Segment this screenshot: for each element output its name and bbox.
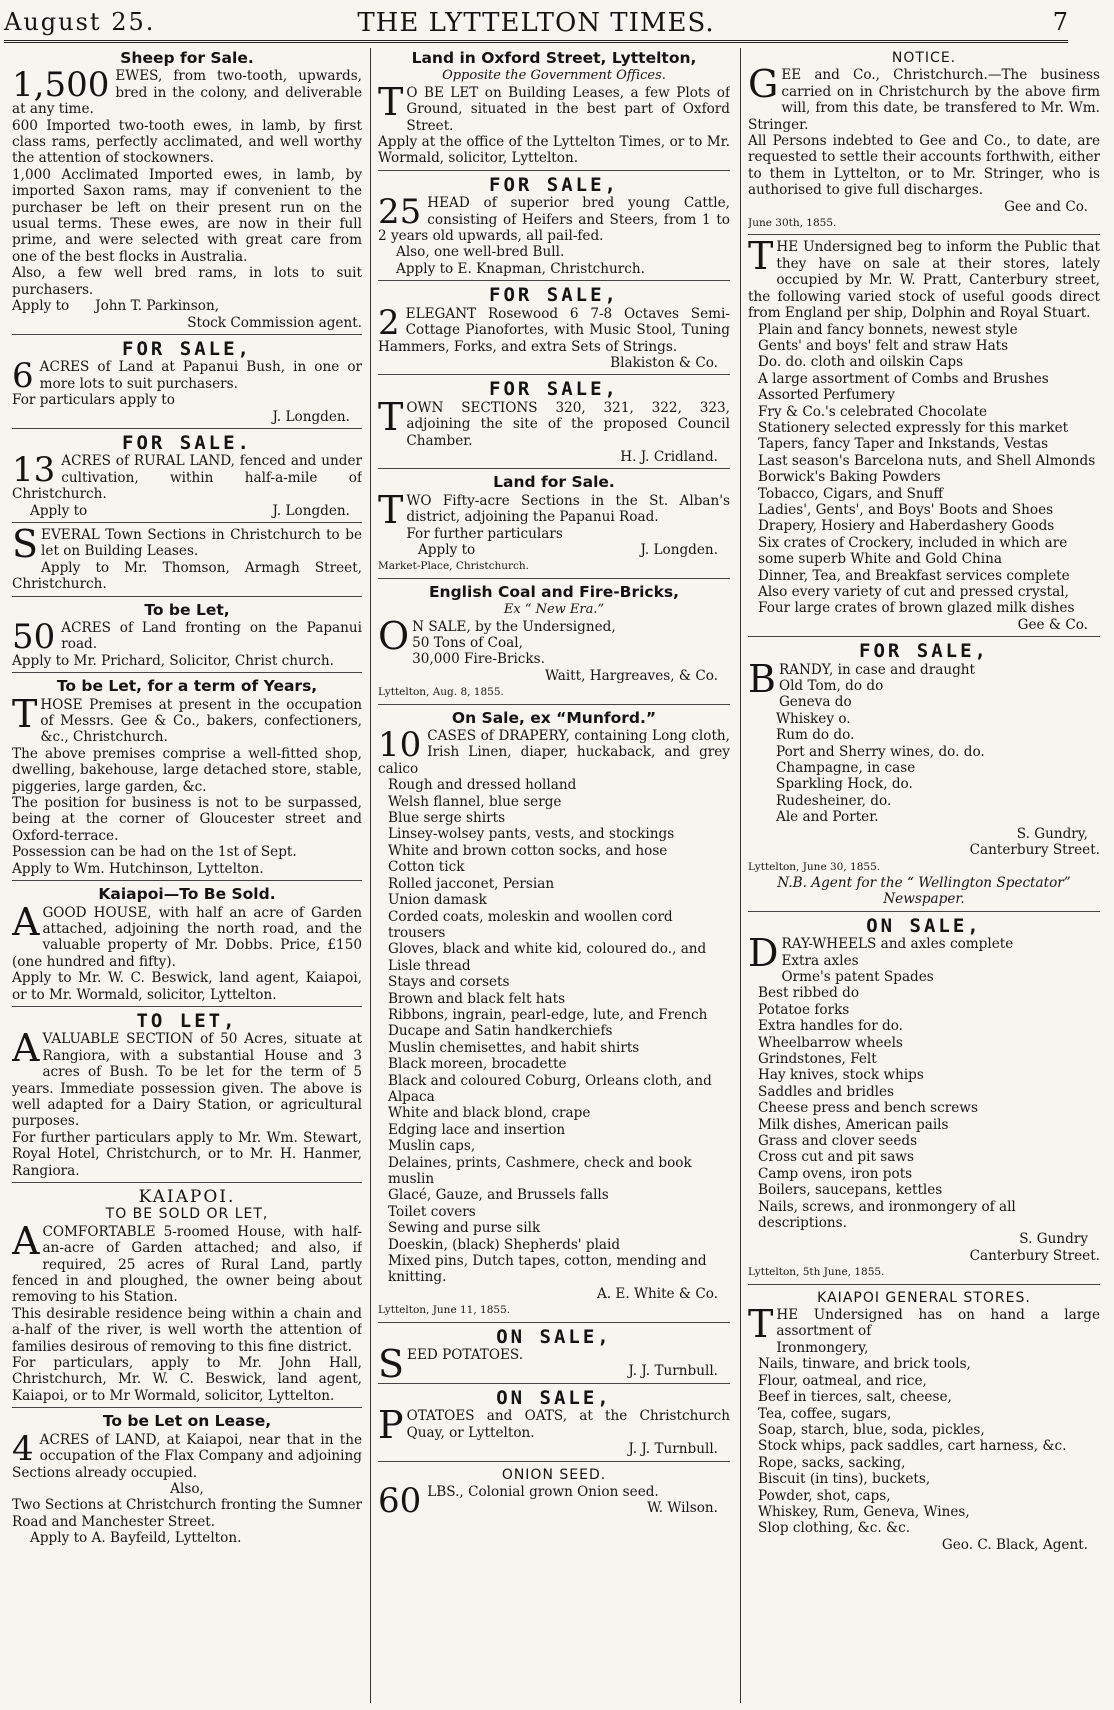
- list-item: Camp ovens, iron pots: [758, 1165, 913, 1182]
- ad-gee-goods: [748, 234, 1100, 637]
- ad-number: 6: [12, 356, 34, 397]
- list-item: Orme's patent Spades: [781, 968, 934, 985]
- list-item: Nails, tinware, and brick tools,: [758, 1356, 971, 1373]
- signature: Gee and Co.: [1004, 198, 1088, 215]
- signature: Geo. C. Black, Agent.: [941, 1536, 1088, 1553]
- ad-text: Two Sections at Christchurch fronting the Sumner Road and Manchester Street.: [12, 1497, 362, 1530]
- ad-text: Apply to Mr. W. C. Beswick, land agent, Kaiapoi, or to Mr. Wormald, solicitor, Lyttelton.: [12, 970, 362, 1003]
- signature: J. J. Turnbull.: [628, 1441, 718, 1458]
- apply-label: Apply to: [12, 298, 70, 315]
- ad-premises: [12, 676, 362, 881]
- ad-heading: Kaiapoi—To Be Sold.: [98, 885, 276, 904]
- ad-acres-13: [12, 432, 362, 523]
- goods-list: [378, 777, 730, 1286]
- ad-text: EWES, from two-tooth, upwards, bred in the colony, and deliverable at any time.: [12, 68, 362, 118]
- list-item: Muslin chemisettes, and habit shirts: [388, 1039, 640, 1056]
- goods-list: [748, 1340, 1100, 1537]
- ad-text: Also, one well-bred Bull.: [396, 244, 565, 261]
- ad-dray-wheels: [748, 915, 1100, 1285]
- ad-text: Also, a few well bred rams, in lots to suit purchasers.: [12, 265, 362, 298]
- list-item: Port and Sherry wines, do. do.: [776, 743, 985, 760]
- drop-cap: T: [378, 79, 404, 124]
- signature: W. Wilson.: [647, 1500, 718, 1517]
- ad-text: N SALE, by the Undersigned,: [412, 618, 616, 635]
- list-item: Gloves, black and white kid, coloured do., and Lisle thread: [388, 941, 707, 974]
- ad-text: 1,000 Acclimated Imported ewes, in lamb, by imported Saxon rams, may if convenient to the purchaser be left on their present run on the usual terms. These ewes, are now in their full prime, and were selected with great care from one of the best flocks in Australia.: [12, 166, 362, 265]
- drop-cap: D: [748, 931, 779, 976]
- drop-cap: O: [378, 613, 410, 658]
- ad-cattle: [378, 174, 730, 281]
- ad-heading: FOR SALE,: [489, 378, 619, 401]
- ad-number: 60: [378, 1480, 422, 1521]
- drop-cap: T: [12, 691, 38, 736]
- ad-heading: ON SALE,: [866, 914, 982, 937]
- ad-heading: Sheep for Sale.: [120, 49, 254, 67]
- ad-text: Also,: [170, 1480, 204, 1497]
- signature: J. Longden.: [272, 408, 350, 425]
- list-item: Doeskin, (black) Shepherds' plaid: [388, 1236, 621, 1253]
- list-item: White and brown cotton socks, and hose: [388, 842, 668, 859]
- signature: A. E. White & Co.: [596, 1285, 718, 1302]
- ad-heading: ONION SEED.: [501, 1466, 607, 1483]
- list-item: Blue serge shirts: [388, 810, 506, 827]
- list-item: Hay knives, stock whips: [758, 1067, 924, 1084]
- list-item: Drapery, Hosiery and Haberdashery Goods: [758, 518, 1055, 535]
- list-item: Black moreen, brocadette: [388, 1056, 567, 1073]
- drop-cap: P: [378, 1403, 404, 1448]
- drop-cap: T: [378, 487, 404, 532]
- ad-several-sections: [12, 521, 362, 597]
- list-item: Saddles and bridles: [758, 1083, 895, 1100]
- ad-oxford-street: [378, 48, 730, 171]
- list-item: Rough and dressed holland: [388, 777, 577, 794]
- list-item: Whiskey o.: [776, 710, 851, 727]
- list-item: Potatoe forks: [758, 1001, 850, 1018]
- ad-onion-seed: [378, 1465, 730, 1520]
- list-item: Cheese press and bench screws: [758, 1100, 978, 1117]
- list-item: Black and coloured Coburg, Orleans cloth, and Alpaca: [388, 1072, 712, 1105]
- list-item: Biscuit (in tins), buckets,: [758, 1471, 931, 1488]
- ad-text: This desirable residence being within a chain and a-half of the river, is well worth the attention of families desirous of removing to this fine district.: [12, 1305, 362, 1355]
- list-item: Borwick's Baking Powders: [758, 469, 941, 486]
- ad-text: The above premises comprise a well-fitted shop, dwelling, bakehouse, large detached store, stable, piggeries, large garden, &c.: [12, 745, 362, 795]
- newspaper-title: THE LYTTELTON TIMES.: [357, 8, 715, 38]
- ad-text: HEAD of superior bred young Cattle, consisting of Heifers and Steers, from 1 to 2 years old upwards, all pail-fed.: [378, 195, 730, 245]
- masthead: [4, 4, 1068, 38]
- date-line: Lyttelton, June 11, 1855.: [378, 1304, 511, 1317]
- ad-heading: ON SALE,: [496, 1386, 612, 1409]
- column-divider: [740, 48, 741, 1703]
- list-item: Plain and fancy bonnets, newest style: [758, 321, 1018, 338]
- list-item: 30,000 Fire-Bricks.: [412, 651, 545, 668]
- list-item: Sparkling Hock, do.: [776, 776, 913, 793]
- list-item: White and black blond, crape: [388, 1105, 591, 1122]
- ad-text: EED POTATOES.: [407, 1347, 524, 1364]
- ad-kaiapoi-stores: [748, 1288, 1100, 1557]
- list-item: Ironmongery,: [776, 1339, 869, 1356]
- list-item: Rolled jacconet, Persian: [388, 875, 555, 892]
- list-item: Sewing and purse silk: [388, 1220, 541, 1237]
- ad-acres-6: [12, 338, 362, 429]
- ad-to-be-let-50: [12, 600, 362, 674]
- list-item: Milk dishes, American pails: [758, 1116, 949, 1133]
- signature: S. Gundry,: [1016, 825, 1088, 842]
- ad-heading: Land for Sale.: [493, 473, 615, 492]
- column-1: [12, 48, 362, 1706]
- ad-heading: To be Let,: [144, 600, 230, 619]
- ad-text: 600 Imported two-tooth ewes, in lamb, by first class rams, perfectly acclimated, and well worthy the attention of stockowners.: [12, 117, 362, 167]
- list-item: Old Tom, do do: [778, 678, 884, 695]
- signature: Waitt, Hargreaves, & Co.: [544, 667, 718, 684]
- list-item: Four large crates of brown glazed milk dishes: [758, 600, 1075, 617]
- drop-cap: S: [12, 521, 39, 566]
- ad-text: For particulars, apply to Mr. John Hall, Christchurch, Mr. W. C. Beswick, land agent, Kaiapoi, or to Mr Wormald, solicitor, Lyttelton.: [12, 1355, 362, 1404]
- ad-text: ACRES of RURAL LAND, fenced and under cultivation, within half-a-mile of Christchurch.: [12, 453, 362, 503]
- list-item: Six crates of Crockery, included in which are some superb White and Gold China: [758, 534, 1068, 568]
- ad-number: 50: [12, 617, 56, 657]
- list-item: Brown and black felt hats: [388, 990, 566, 1007]
- date-line: June 30th, 1855.: [748, 217, 837, 230]
- ad-text: ACRES of LAND, at Kaiapoi, near that in the occupation of the Flax Company and adjoining Sections already occupied.: [12, 1431, 362, 1481]
- list-item: Mixed pins, Dutch tapes, cotton, mending and knitting.: [388, 1253, 707, 1286]
- ad-coal: [378, 582, 730, 705]
- ad-heading: To be Let, for a term of Years,: [56, 677, 318, 696]
- ad-text: Apply to Wm. Hutchinson, Lyttelton.: [12, 860, 264, 877]
- ad-text: WO Fifty-acre Sections in the St. Alban's district, adjoining the Papanui Road.: [406, 492, 730, 526]
- masthead-rule: [4, 40, 1068, 43]
- ad-munford-drapery: [378, 708, 730, 1323]
- drop-cap: G: [748, 62, 779, 107]
- list-item: Gents' and boys' felt and straw Hats: [758, 337, 1009, 354]
- ad-heading: KAIAPOI GENERAL STORES.: [817, 1289, 1031, 1306]
- ad-sheep: [12, 48, 362, 335]
- signature: Blakiston & Co.: [610, 354, 718, 371]
- ad-text: RANDY, in case and draught: [778, 661, 975, 678]
- list-item: Powder, shot, caps,: [758, 1487, 891, 1504]
- signature: J. J. Turnbull.: [628, 1363, 718, 1380]
- list-item: Dinner, Tea, and Breakfast services complete: [758, 567, 1070, 584]
- ad-heading: To be Let on Lease,: [102, 1412, 272, 1431]
- list-item: Geneva do: [778, 694, 852, 711]
- list-item: Cross cut and pit saws: [758, 1149, 914, 1166]
- ad-text: HE Undersigned has on hand a large assortment of: [776, 1307, 1100, 1340]
- ad-heading: ON SALE,: [496, 1325, 612, 1348]
- list-item: Stationery selected expressly for this market: [758, 419, 1069, 436]
- ad-heading: On Sale, ex “Munford.”: [451, 708, 657, 727]
- ad-land-for-sale: [378, 472, 730, 578]
- list-item: Corded coats, moleskin and woollen cord trousers: [388, 908, 673, 941]
- ad-town-sections: [378, 378, 730, 469]
- list-item: Stock whips, pack saddles, cart harness, &c.: [758, 1438, 1067, 1455]
- list-item: Whiskey, Rum, Geneva, Wines,: [758, 1503, 970, 1520]
- ad-text: O BE LET on Building Leases, a few Plots of Ground, situated in the best part of Oxford Street.: [406, 84, 730, 134]
- list-item: Beef in tierces, salt, cheese,: [758, 1389, 952, 1406]
- ad-text: OWN SECTIONS 320, 321, 322, 323, adjoining the site of the proposed Council Chamber.: [406, 399, 730, 449]
- ad-potatoes-oats: [378, 1387, 730, 1462]
- address: Market-Place, Christchurch.: [378, 560, 530, 573]
- ad-text: The position for business is not to be surpassed, being at the corner of Gloucester street and Oxford-terrace.: [12, 795, 362, 844]
- ad-heading: NOTICE.: [891, 50, 957, 66]
- ad-number: 4: [12, 1428, 34, 1469]
- column-2: [378, 48, 730, 1706]
- signature-role: Stock Commission agent.: [187, 314, 362, 331]
- ad-text: COMFORTABLE 5-roomed House, with half-an-acre of Garden attached; and also, if required, 25 acres of Rural Land, partly fenced in and ploughed, the owner being about removing to his Station.: [12, 1223, 362, 1306]
- ad-heading: TO LET,: [136, 1009, 238, 1032]
- ad-text: Apply to A. Bayfeild, Lyttelton.: [30, 1530, 242, 1547]
- ad-brandy: [748, 640, 1100, 912]
- ad-text: All Persons indebted to Gee and Co., to date, are requested to settle their accounts forthwith, either to them in Lyttelton, or to Mr. Stringer, who is authorised to give full discharges.: [748, 133, 1100, 199]
- column-3: [748, 48, 1100, 1706]
- agent-note: N.B. Agent for the “ Wellington Spectator” Newspaper.: [777, 874, 1071, 908]
- ad-text: RAY-WHEELS and axles complete: [781, 936, 1014, 953]
- list-item: Boilers, saucepans, kettles: [758, 1182, 943, 1199]
- drop-cap: B: [748, 656, 776, 701]
- ad-text: HOSE Premises at present in the occupation of Messrs. Gee & Co., bakers, confectioners, &c., Christchurch.: [40, 696, 362, 746]
- list-item: Extra axles: [781, 952, 859, 969]
- ad-to-let-rangiora: [12, 1010, 362, 1183]
- ad-text: GOOD HOUSE, with half an acre of Garden attached, adjoining the north road, and the valuable property of Mr. Dobbs. Price, £150 (one hundred and fifty).: [12, 904, 362, 970]
- list-item: Cotton tick: [388, 859, 465, 876]
- list-item: Ducape and Satin handkerchiefs: [388, 1023, 613, 1040]
- list-item: Union damask: [388, 892, 487, 909]
- list-item: Linsey-wolsey pants, vests, and stockings: [388, 826, 675, 843]
- list-item: Tapers, fancy Taper and Inkstands, Vestas: [758, 436, 1049, 453]
- signature: H. J. Cridland.: [620, 448, 718, 465]
- drop-cap: A: [12, 1218, 40, 1263]
- ad-number: 25: [378, 192, 422, 233]
- list-item: Tea, coffee, sugars,: [758, 1405, 892, 1422]
- ad-heading: English Coal and Fire-Bricks,: [428, 582, 680, 601]
- ad-lease: [12, 1411, 362, 1549]
- list-item: Flour, oatmeal, and rice,: [758, 1372, 927, 1389]
- ad-pianofortes: [378, 284, 730, 375]
- list-item: Do. do. cloth and oilskin Caps: [758, 354, 964, 371]
- ad-kaiapoi-house: [12, 884, 362, 1007]
- signature: S. Gundry: [1019, 1231, 1088, 1248]
- list-item: Wheelbarrow wheels: [758, 1034, 903, 1051]
- list-item: Welsh flannel, blue serge: [388, 793, 562, 810]
- list-item: Champagne, in case: [776, 760, 916, 777]
- ad-text: For further particulars apply to Mr. Wm. Stewart, Royal Hotel, Christchurch, or to Mr. H. Hanmer, Rangiora.: [12, 1129, 362, 1179]
- ad-heading: FOR SALE,: [489, 284, 619, 307]
- drop-cap: A: [12, 1026, 40, 1071]
- drop-cap: S: [378, 1342, 405, 1387]
- list-item: Slop clothing, &c. &c.: [758, 1520, 911, 1537]
- ad-heading: FOR SALE,: [489, 173, 619, 196]
- ad-text: Apply to E. Knapman, Christchurch.: [396, 260, 645, 277]
- signature: John T. Parkinson,: [95, 298, 220, 315]
- ad-notice: [748, 48, 1100, 235]
- list-item: Toilet covers: [388, 1203, 476, 1220]
- ad-number: 1,500: [12, 65, 110, 106]
- signature: J. Longden.: [272, 502, 350, 519]
- list-item: Soap, starch, blue, soda, pickles,: [758, 1421, 985, 1438]
- ad-seed-potatoes: [378, 1325, 730, 1387]
- ad-heading: FOR SALE,: [122, 337, 252, 360]
- ad-number: 13: [12, 450, 56, 491]
- ad-text: VALUABLE SECTION of 50 Acres, situate at Rangiora, with a substantial House and 3 acres of Bush. To be let for the term of 5 years. Immediate possession given. The above is well adapted for a Dairy Station, or agricultural purposes.: [12, 1031, 362, 1130]
- list-item: Muslin caps,: [388, 1138, 476, 1155]
- ad-heading: Land in Oxford Street, Lyttelton,: [411, 49, 697, 67]
- signature: J. Longden.: [640, 541, 718, 558]
- ad-subheading: TO BE SOLD OR LET,: [105, 1206, 269, 1223]
- list-item: Tobacco, Cigars, and Snuff: [758, 485, 944, 502]
- ad-text: Apply at the office of the Lyttelton Times, or to Mr. Wormald, solicitor, Lyttelton.: [378, 134, 730, 167]
- list-item: A large assortment of Combs and Brushes: [758, 370, 1049, 387]
- list-item: Assorted Perfumery: [758, 387, 895, 404]
- ad-text: EE and Co., Christchurch.—The business carried on in Christchurch by the above firm will, from this date, be transfered to Mr. Wm. Stringer.: [748, 67, 1100, 133]
- list-item: Fry & Co.'s celebrated Chocolate: [758, 403, 988, 420]
- list-item: Grass and clover seeds: [758, 1133, 918, 1149]
- drop-cap: T: [748, 234, 774, 279]
- ad-text: EVERAL Town Sections in Christchurch to be let on Building Leases.: [41, 526, 362, 560]
- apply-label: For particulars apply to: [12, 392, 175, 409]
- ad-subheading: Ex “ New Era.”: [503, 602, 605, 618]
- list-item: Stays and corsets: [388, 974, 510, 991]
- ad-text: ELEGANT Rosewood 6 7-8 Octaves Semi-Cottage Pianofortes, with Music Stool, Tuning Hammers, Forks, and extra Sets of Strings.: [378, 305, 730, 355]
- apply-label: Apply to: [30, 502, 88, 519]
- list-item: Ale and Porter.: [776, 809, 879, 826]
- list-item: Delaines, prints, Cashmere, check and book muslin: [388, 1154, 692, 1187]
- drop-cap: A: [12, 899, 40, 944]
- ad-text: CASES of DRAPERY, containing Long cloth, Irish Linen, diaper, huckaback, and grey calico: [378, 728, 730, 777]
- signature-address: Canterbury Street.: [969, 1247, 1100, 1264]
- list-item: Rudesheiner, do.: [776, 792, 892, 809]
- ad-text: Possession can be had on the 1st of Sept.: [12, 844, 297, 861]
- list-item: Extra handles for do.: [758, 1018, 903, 1035]
- goods-list: [748, 678, 1100, 826]
- list-item: Nails, screws, and ironmongery of all descriptions.: [758, 1198, 1016, 1232]
- list-item: Rope, sacks, sacking,: [758, 1454, 906, 1471]
- ad-text: ACRES of Land at Papanui Bush, in one or more lots to suit purchasers.: [39, 359, 362, 392]
- ad-text: For further particulars: [406, 525, 563, 542]
- signature: Gee & Co.: [1017, 616, 1088, 633]
- list-item: Ribbons, ingrain, pearl-edge, lute, and French: [388, 1006, 708, 1023]
- list-item: Last season's Barcelona nuts, and Shell Almonds: [758, 452, 1096, 469]
- ad-text: Apply to Mr. Prichard, Solicitor, Christ church.: [12, 652, 334, 669]
- ad-text: HE Undersigned beg to inform the Public that they have on sale at their stores, lately occupied by Mr. W. Pratt, Canterbury street, the following varied stock of useful goods direct from England per ship, Dolphin and Royal Stuart.: [748, 239, 1100, 322]
- issue-date: August 25.: [4, 8, 156, 36]
- ad-kaiapoi-comfortable: [12, 1186, 362, 1408]
- list-item: Edging lace and insertion: [388, 1121, 566, 1138]
- drop-cap: T: [378, 394, 404, 439]
- ad-text: LBS., Colonial grown Onion seed.: [427, 1483, 659, 1500]
- list-item: Also every variety of cut and pressed crystal,: [758, 584, 1069, 600]
- ad-text: OTATOES and OATS, at the Christchurch Quay, or Lyttelton.: [406, 1408, 730, 1441]
- list-item: Glacé, Gauze, and Brussels falls: [388, 1187, 609, 1204]
- list-item: 50 Tons of Coal,: [412, 635, 523, 651]
- ad-heading: FOR SALE.: [122, 431, 252, 454]
- ad-text: Apply to Mr. Thomson, Armagh Street, Christchurch.: [12, 559, 362, 593]
- page-number: 7: [1052, 8, 1068, 36]
- column-divider: [370, 48, 371, 1703]
- date-line: Lyttelton, Aug. 8, 1855.: [378, 686, 504, 699]
- list-item: Rum do do.: [776, 727, 855, 744]
- ad-heading: KAIAPOI.: [138, 1187, 236, 1207]
- goods-list: [748, 322, 1100, 617]
- goods-list: [748, 953, 1100, 1232]
- signature-address: Canterbury Street.: [969, 842, 1100, 859]
- list-item: Best ribbed do: [758, 985, 859, 1002]
- date-line: Lyttelton, 5th June, 1855.: [748, 1266, 885, 1279]
- ad-text: ACRES of Land fronting on the Papanui road.: [61, 620, 362, 653]
- ad-number: 10: [378, 725, 422, 766]
- drop-cap: T: [748, 1302, 774, 1347]
- ad-subheading: Opposite the Government Offices.: [442, 68, 666, 84]
- date-line: Lyttelton, June 30, 1855.: [748, 860, 881, 873]
- list-item: Ladies', Gents', and Boys' Boots and Shoes: [758, 501, 1054, 518]
- list-item: Grindstones, Felt: [758, 1050, 877, 1067]
- apply-label: Apply to: [418, 541, 476, 558]
- ad-number: 2: [378, 302, 400, 343]
- ad-heading: FOR SALE,: [859, 640, 989, 663]
